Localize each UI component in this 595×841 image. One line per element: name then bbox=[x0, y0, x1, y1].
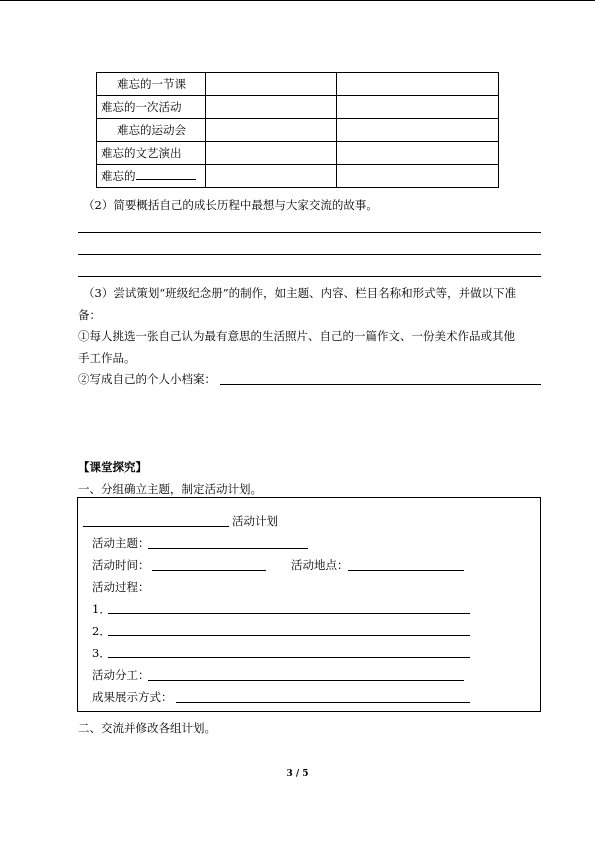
plan-time-blank[interactable] bbox=[152, 570, 266, 571]
plan-theme-label: 活动主题： bbox=[92, 536, 150, 550]
table-cell-blank bbox=[337, 165, 499, 188]
table-cell-blank bbox=[337, 119, 499, 142]
row-label: 难忘的 bbox=[101, 169, 136, 183]
plan-division-blank[interactable] bbox=[148, 680, 464, 681]
step-2: 二、交流并修改各组计划。 bbox=[78, 721, 216, 735]
plan-step-blank[interactable] bbox=[108, 635, 470, 636]
table-cell-blank bbox=[206, 142, 337, 165]
step-1: 一、分组确立主题，制定活动计划。 bbox=[78, 482, 262, 496]
table-cell-label: 难忘的运动会 bbox=[97, 119, 206, 142]
table-cell-label bbox=[97, 165, 206, 188]
table-row bbox=[97, 96, 499, 119]
answer-line[interactable] bbox=[78, 276, 541, 277]
table-cell-blank bbox=[337, 73, 499, 96]
table-cell-label: 难忘的一节课 bbox=[97, 73, 206, 96]
answer-line[interactable] bbox=[78, 254, 541, 255]
plan-theme-blank[interactable] bbox=[148, 548, 308, 549]
plan-step-1: 1． bbox=[92, 602, 111, 616]
plan-place-label: 活动地点： bbox=[291, 558, 349, 572]
plan-result-label: 成果展示方式： bbox=[92, 690, 173, 704]
page-number: 3 / 5 bbox=[286, 769, 309, 779]
section-heading: 【课堂探究】 bbox=[78, 460, 147, 474]
table-cell-label: 难忘的文艺演出 bbox=[97, 142, 206, 165]
item-1-line2: 手工作品。 bbox=[78, 351, 136, 365]
answer-line[interactable] bbox=[78, 232, 541, 233]
plan-step-blank[interactable] bbox=[108, 613, 470, 614]
question-3-line1: （3）尝试策划“班级纪念册”的制作，如主题、内容、栏目名称和形式等，并做以下准 bbox=[83, 286, 517, 300]
plan-division-label: 活动分工： bbox=[92, 668, 150, 682]
table-cell-blank bbox=[206, 73, 337, 96]
plan-title-suffix: 活动计划 bbox=[232, 514, 278, 528]
question-3-line2: 备： bbox=[78, 308, 101, 322]
plan-step-2: 2． bbox=[92, 624, 111, 638]
table-cell-blank bbox=[206, 165, 337, 188]
table-row bbox=[97, 142, 499, 165]
top-rule bbox=[0, 0, 595, 1]
plan-title-blank[interactable] bbox=[83, 526, 229, 527]
plan-time-label: 活动时间： bbox=[92, 558, 150, 572]
plan-result-blank[interactable] bbox=[176, 702, 470, 703]
fill-blank[interactable] bbox=[136, 168, 196, 180]
item-2: ②写成自己的个人小档案： bbox=[78, 372, 216, 386]
table-row bbox=[97, 73, 499, 96]
table-cell-blank bbox=[206, 96, 337, 119]
memory-table bbox=[96, 72, 499, 188]
table-cell-blank bbox=[206, 119, 337, 142]
table-cell-blank bbox=[337, 142, 499, 165]
table-row bbox=[97, 165, 499, 188]
plan-step-3: 3． bbox=[92, 646, 111, 660]
table-row bbox=[97, 119, 499, 142]
question-2: （2）简要概括自己的成长历程中最想与大家交流的故事。 bbox=[83, 198, 378, 212]
plan-step-blank[interactable] bbox=[108, 657, 470, 658]
plan-place-blank[interactable] bbox=[348, 570, 464, 571]
item-1-line1: ①每人挑选一张自己认为最有意思的生活照片、自己的一篇作文、一份美术作品或其他 bbox=[78, 329, 515, 343]
answer-line[interactable] bbox=[220, 384, 541, 385]
table-cell-label: 难忘的一次活动 bbox=[97, 96, 206, 119]
table-cell-blank bbox=[337, 96, 499, 119]
plan-process-label: 活动过程： bbox=[92, 580, 150, 594]
